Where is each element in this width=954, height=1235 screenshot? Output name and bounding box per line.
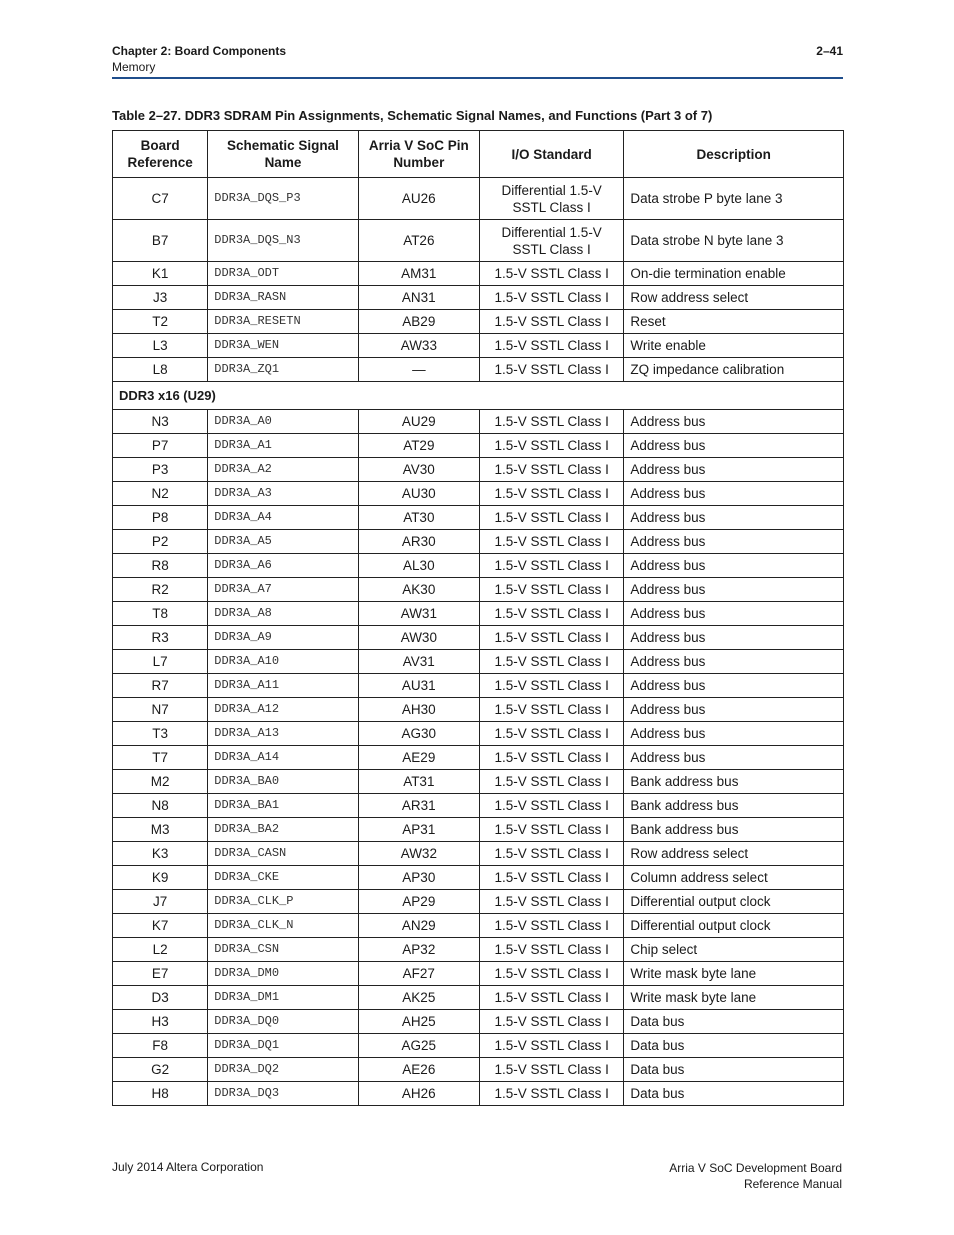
table-row (113, 482, 844, 506)
cell-pin-number: AP30 (358, 866, 479, 890)
cell-description: Data bus (624, 1082, 844, 1106)
cell-board-reference: M2 (113, 770, 208, 794)
section-label: DDR3 x16 (U29) (113, 382, 844, 410)
table-row (113, 1034, 844, 1058)
table-row (113, 674, 844, 698)
cell-io-standard: 1.5-V SSTL Class I (479, 506, 623, 530)
cell-signal-name: DDR3A_A11 (208, 674, 358, 698)
cell-board-reference: D3 (113, 986, 208, 1010)
cell-io-standard: 1.5-V SSTL Class I (479, 818, 623, 842)
table-row (113, 770, 844, 794)
cell-io-standard: 1.5-V SSTL Class I (479, 962, 623, 986)
cell-board-reference: K9 (113, 866, 208, 890)
table-row (113, 914, 844, 938)
cell-board-reference: P8 (113, 506, 208, 530)
cell-description: Address bus (624, 722, 844, 746)
cell-io-standard: 1.5-V SSTL Class I (479, 1082, 623, 1106)
cell-board-reference: H8 (113, 1082, 208, 1106)
cell-board-reference: P2 (113, 530, 208, 554)
cell-io-standard: Differential 1.5-V SSTL Class I (479, 220, 623, 262)
table-row (113, 578, 844, 602)
cell-signal-name: DDR3A_CSN (208, 938, 358, 962)
cell-description: Address bus (624, 650, 844, 674)
footer-doc-title-line2: Reference Manual (743, 1177, 842, 1191)
cell-io-standard: Differential 1.5-V SSTL Class I (479, 178, 623, 220)
cell-signal-name: DDR3A_DQS_N3 (208, 220, 358, 262)
cell-pin-number: AT30 (358, 506, 479, 530)
cell-board-reference: E7 (113, 962, 208, 986)
cell-pin-number: AW30 (358, 626, 479, 650)
table-row (113, 818, 844, 842)
table-row (113, 310, 844, 334)
cell-pin-number: AT31 (358, 770, 479, 794)
cell-signal-name: DDR3A_WEN (208, 334, 358, 358)
cell-signal-name: DDR3A_BA2 (208, 818, 358, 842)
cell-board-reference: R2 (113, 578, 208, 602)
cell-description: Address bus (624, 698, 844, 722)
cell-board-reference: N7 (113, 698, 208, 722)
table-row (113, 602, 844, 626)
cell-pin-number: AR30 (358, 530, 479, 554)
cell-io-standard: 1.5-V SSTL Class I (479, 746, 623, 770)
cell-description: Data bus (624, 1034, 844, 1058)
cell-board-reference: G2 (113, 1058, 208, 1082)
table-row (113, 178, 844, 220)
cell-board-reference: J7 (113, 890, 208, 914)
cell-board-reference: R8 (113, 554, 208, 578)
cell-pin-number: AV31 (358, 650, 479, 674)
cell-signal-name: DDR3A_BA1 (208, 794, 358, 818)
cell-pin-number: AW31 (358, 602, 479, 626)
cell-board-reference: B7 (113, 220, 208, 262)
table-row (113, 986, 844, 1010)
pin-assignment-table (112, 130, 844, 1106)
cell-pin-number: AE26 (358, 1058, 479, 1082)
cell-pin-number: AK30 (358, 578, 479, 602)
header-io-standard: I/O Standard (479, 131, 623, 178)
chapter-title: Chapter 2: Board Components (112, 44, 287, 58)
cell-description: Data strobe P byte lane 3 (624, 178, 844, 220)
cell-board-reference: H3 (113, 1010, 208, 1034)
cell-board-reference: M3 (113, 818, 208, 842)
table-row (113, 410, 844, 434)
table-row (113, 698, 844, 722)
cell-io-standard: 1.5-V SSTL Class I (479, 1010, 623, 1034)
cell-board-reference: R7 (113, 674, 208, 698)
cell-io-standard: 1.5-V SSTL Class I (479, 650, 623, 674)
table-row (113, 334, 844, 358)
table-row (113, 1082, 844, 1106)
footer-doc-title (669, 1160, 842, 1192)
table-row (113, 890, 844, 914)
cell-signal-name: DDR3A_DQ1 (208, 1034, 358, 1058)
cell-signal-name: DDR3A_A7 (208, 578, 358, 602)
cell-description: Address bus (624, 458, 844, 482)
cell-pin-number: AP32 (358, 938, 479, 962)
table-row (113, 358, 844, 382)
cell-io-standard: 1.5-V SSTL Class I (479, 938, 623, 962)
cell-board-reference: R3 (113, 626, 208, 650)
table-row (113, 746, 844, 770)
cell-io-standard: 1.5-V SSTL Class I (479, 674, 623, 698)
cell-signal-name: DDR3A_CASN (208, 842, 358, 866)
cell-io-standard: 1.5-V SSTL Class I (479, 358, 623, 382)
table-row (113, 938, 844, 962)
cell-signal-name: DDR3A_CKE (208, 866, 358, 890)
cell-io-standard: 1.5-V SSTL Class I (479, 914, 623, 938)
cell-description: Address bus (624, 530, 844, 554)
header-board-reference: Board Reference (113, 131, 208, 178)
cell-io-standard: 1.5-V SSTL Class I (479, 554, 623, 578)
table-row (113, 1010, 844, 1034)
cell-pin-number: AW33 (358, 334, 479, 358)
running-head (112, 43, 286, 75)
cell-board-reference: P7 (113, 434, 208, 458)
cell-signal-name: DDR3A_RESETN (208, 310, 358, 334)
cell-pin-number: AV30 (358, 458, 479, 482)
cell-pin-number: AE29 (358, 746, 479, 770)
cell-description: Write mask byte lane (624, 962, 844, 986)
cell-signal-name: DDR3A_A2 (208, 458, 358, 482)
table-row (113, 626, 844, 650)
header-description: Description (624, 131, 844, 178)
cell-description: Chip select (624, 938, 844, 962)
cell-description: Data strobe N byte lane 3 (624, 220, 844, 262)
cell-description: Differential output clock (624, 890, 844, 914)
cell-pin-number: AU29 (358, 410, 479, 434)
cell-signal-name: DDR3A_ODT (208, 262, 358, 286)
cell-signal-name: DDR3A_CLK_N (208, 914, 358, 938)
cell-io-standard: 1.5-V SSTL Class I (479, 434, 623, 458)
cell-board-reference: P3 (113, 458, 208, 482)
cell-description: Address bus (624, 434, 844, 458)
cell-pin-number: AT26 (358, 220, 479, 262)
cell-pin-number: AL30 (358, 554, 479, 578)
cell-board-reference: T8 (113, 602, 208, 626)
cell-signal-name: DDR3A_A14 (208, 746, 358, 770)
cell-board-reference: J3 (113, 286, 208, 310)
cell-pin-number: AT29 (358, 434, 479, 458)
cell-io-standard: 1.5-V SSTL Class I (479, 722, 623, 746)
cell-io-standard: 1.5-V SSTL Class I (479, 890, 623, 914)
cell-board-reference: T7 (113, 746, 208, 770)
cell-signal-name: DDR3A_A0 (208, 410, 358, 434)
cell-board-reference: K1 (113, 262, 208, 286)
cell-signal-name: DDR3A_ZQ1 (208, 358, 358, 382)
cell-io-standard: 1.5-V SSTL Class I (479, 286, 623, 310)
cell-io-standard: 1.5-V SSTL Class I (479, 770, 623, 794)
cell-signal-name: DDR3A_A4 (208, 506, 358, 530)
cell-board-reference: T3 (113, 722, 208, 746)
cell-board-reference: K3 (113, 842, 208, 866)
cell-io-standard: 1.5-V SSTL Class I (479, 602, 623, 626)
cell-io-standard: 1.5-V SSTL Class I (479, 578, 623, 602)
cell-pin-number: AB29 (358, 310, 479, 334)
cell-description: Address bus (624, 410, 844, 434)
cell-signal-name: DDR3A_A6 (208, 554, 358, 578)
cell-signal-name: DDR3A_DM0 (208, 962, 358, 986)
header-signal-name: Schematic Signal Name (208, 131, 358, 178)
cell-description: Address bus (624, 626, 844, 650)
header-pin-number: Arria V SoC Pin Number (358, 131, 479, 178)
cell-io-standard: 1.5-V SSTL Class I (479, 334, 623, 358)
cell-io-standard: 1.5-V SSTL Class I (479, 866, 623, 890)
cell-io-standard: 1.5-V SSTL Class I (479, 310, 623, 334)
cell-io-standard: 1.5-V SSTL Class I (479, 794, 623, 818)
cell-description: Row address select (624, 286, 844, 310)
cell-pin-number: AU30 (358, 482, 479, 506)
table-row (113, 962, 844, 986)
table-header-row (113, 131, 844, 178)
cell-description: Address bus (624, 674, 844, 698)
cell-description: ZQ impedance calibration (624, 358, 844, 382)
cell-signal-name: DDR3A_A3 (208, 482, 358, 506)
section-title: Memory (112, 60, 156, 74)
cell-board-reference: K7 (113, 914, 208, 938)
cell-pin-number: AH30 (358, 698, 479, 722)
cell-description: Data bus (624, 1010, 844, 1034)
table-row (113, 722, 844, 746)
cell-pin-number: AH26 (358, 1082, 479, 1106)
table-row (113, 794, 844, 818)
cell-io-standard: 1.5-V SSTL Class I (479, 698, 623, 722)
table-row (113, 286, 844, 310)
cell-pin-number: AG25 (358, 1034, 479, 1058)
table-row (113, 530, 844, 554)
cell-description: Differential output clock (624, 914, 844, 938)
header-rule (112, 77, 843, 79)
cell-pin-number: AP29 (358, 890, 479, 914)
cell-pin-number: AW32 (358, 842, 479, 866)
cell-description: Reset (624, 310, 844, 334)
cell-description: Address bus (624, 554, 844, 578)
footer-doc-title-line1: Arria V SoC Development Board (669, 1161, 842, 1175)
page-number: 2–41 (816, 44, 843, 58)
cell-description: Address bus (624, 746, 844, 770)
cell-description: Address bus (624, 578, 844, 602)
cell-board-reference: L2 (113, 938, 208, 962)
cell-description: Data bus (624, 1058, 844, 1082)
cell-description: On-die termination enable (624, 262, 844, 286)
cell-signal-name: DDR3A_DQ3 (208, 1082, 358, 1106)
cell-board-reference: T2 (113, 310, 208, 334)
cell-signal-name: DDR3A_A12 (208, 698, 358, 722)
cell-io-standard: 1.5-V SSTL Class I (479, 1058, 623, 1082)
cell-signal-name: DDR3A_A9 (208, 626, 358, 650)
cell-board-reference: L3 (113, 334, 208, 358)
cell-signal-name: DDR3A_DQS_P3 (208, 178, 358, 220)
cell-io-standard: 1.5-V SSTL Class I (479, 1034, 623, 1058)
cell-signal-name: DDR3A_A1 (208, 434, 358, 458)
cell-signal-name: DDR3A_A5 (208, 530, 358, 554)
cell-pin-number: AF27 (358, 962, 479, 986)
cell-signal-name: DDR3A_A13 (208, 722, 358, 746)
table-row (113, 506, 844, 530)
table-row (113, 434, 844, 458)
cell-signal-name: DDR3A_DM1 (208, 986, 358, 1010)
table-row (113, 554, 844, 578)
cell-board-reference: C7 (113, 178, 208, 220)
cell-description: Write enable (624, 334, 844, 358)
cell-signal-name: DDR3A_BA0 (208, 770, 358, 794)
cell-description: Write mask byte lane (624, 986, 844, 1010)
cell-io-standard: 1.5-V SSTL Class I (479, 482, 623, 506)
cell-pin-number: AM31 (358, 262, 479, 286)
table-section-row (113, 382, 844, 410)
cell-pin-number: AH25 (358, 1010, 479, 1034)
cell-pin-number: AK25 (358, 986, 479, 1010)
cell-signal-name: DDR3A_A8 (208, 602, 358, 626)
cell-board-reference: L8 (113, 358, 208, 382)
cell-pin-number: AU31 (358, 674, 479, 698)
table-row (113, 220, 844, 262)
cell-description: Bank address bus (624, 794, 844, 818)
cell-io-standard: 1.5-V SSTL Class I (479, 458, 623, 482)
cell-board-reference: F8 (113, 1034, 208, 1058)
cell-signal-name: DDR3A_RASN (208, 286, 358, 310)
table-row (113, 458, 844, 482)
table-row (113, 262, 844, 286)
cell-io-standard: 1.5-V SSTL Class I (479, 626, 623, 650)
footer-date: July 2014 Altera Corporation (112, 1160, 264, 1174)
cell-io-standard: 1.5-V SSTL Class I (479, 530, 623, 554)
cell-pin-number: AU26 (358, 178, 479, 220)
cell-description: Row address select (624, 842, 844, 866)
cell-description: Bank address bus (624, 770, 844, 794)
cell-signal-name: DDR3A_DQ0 (208, 1010, 358, 1034)
cell-description: Column address select (624, 866, 844, 890)
cell-signal-name: DDR3A_DQ2 (208, 1058, 358, 1082)
cell-io-standard: 1.5-V SSTL Class I (479, 842, 623, 866)
cell-board-reference: N3 (113, 410, 208, 434)
cell-pin-number: — (358, 358, 479, 382)
cell-board-reference: N2 (113, 482, 208, 506)
table-caption: Table 2–27. DDR3 SDRAM Pin Assignments, Schematic Signal Names, and Functions (Part 3 of 7) (112, 108, 713, 123)
cell-pin-number: AN31 (358, 286, 479, 310)
cell-pin-number: AP31 (358, 818, 479, 842)
table-row (113, 1058, 844, 1082)
cell-description: Bank address bus (624, 818, 844, 842)
cell-io-standard: 1.5-V SSTL Class I (479, 262, 623, 286)
cell-signal-name: DDR3A_CLK_P (208, 890, 358, 914)
cell-io-standard: 1.5-V SSTL Class I (479, 410, 623, 434)
cell-board-reference: L7 (113, 650, 208, 674)
cell-io-standard: 1.5-V SSTL Class I (479, 986, 623, 1010)
cell-description: Address bus (624, 602, 844, 626)
table-row (113, 842, 844, 866)
cell-description: Address bus (624, 506, 844, 530)
cell-board-reference: N8 (113, 794, 208, 818)
cell-pin-number: AN29 (358, 914, 479, 938)
cell-pin-number: AG30 (358, 722, 479, 746)
cell-signal-name: DDR3A_A10 (208, 650, 358, 674)
cell-pin-number: AR31 (358, 794, 479, 818)
cell-description: Address bus (624, 482, 844, 506)
table-row (113, 866, 844, 890)
table-row (113, 650, 844, 674)
